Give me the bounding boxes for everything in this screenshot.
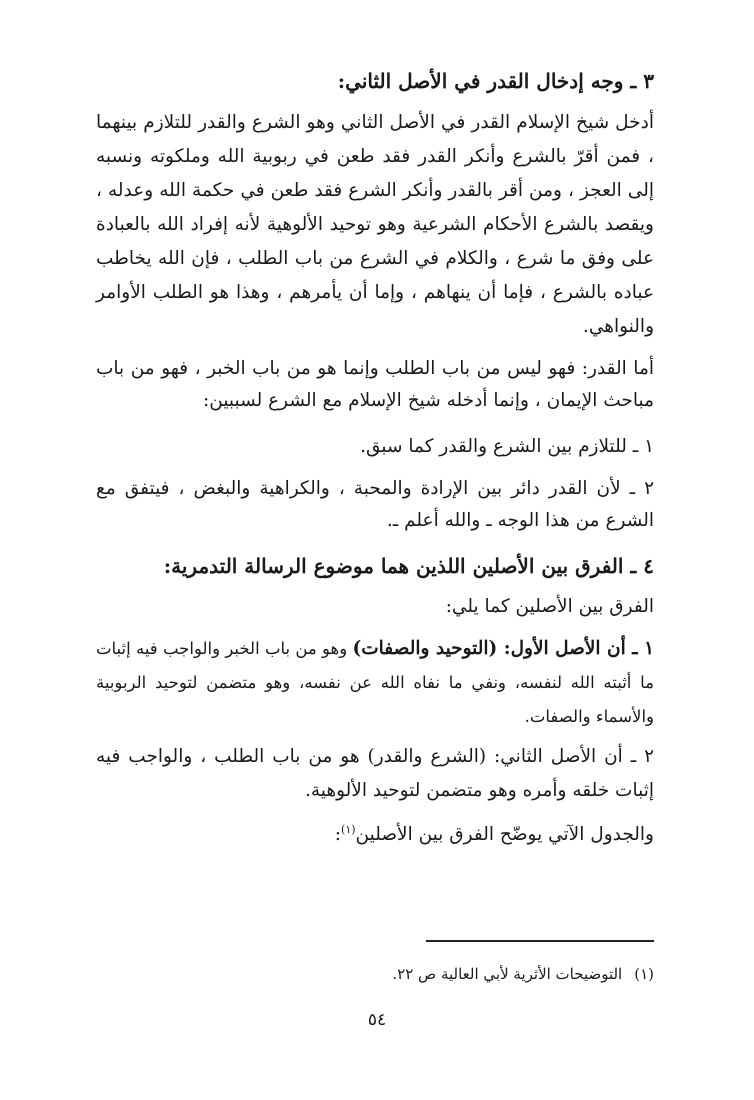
point-2-text: هو من باب الطلب ، والواجب فيه إثبات خلقه وأمره وهو متضمن لتوحيد الألوهية. <box>96 746 654 801</box>
footnote-divider <box>426 940 654 942</box>
section-3-item-2: ٢ ـ لأن القدر دائر بين الإرادة والمحبة ، والكراهية والبغض ، فيتفق مع الشرع من هذا الوجه ـ والله أعلم ـ. <box>96 478 654 531</box>
section-3-item-1: ١ ـ للتلازم بين الشرع والقدر كما سبق. <box>360 436 654 457</box>
page-number: ٥٤ <box>367 1010 387 1030</box>
point-2-label: ٢ ـ أن الأصل الثاني: (الشرع والقدر) <box>367 746 654 767</box>
section-4-point-2 <box>96 740 654 808</box>
table-intro-line <box>96 818 654 852</box>
table-intro-colon: : <box>334 824 342 845</box>
point-1-label: ١ ـ أن الأصل الأول: (التوحيد والصفات) <box>352 638 654 659</box>
footnote-reference[interactable]: (١) <box>341 822 356 836</box>
table-intro-text: والجدول الآتي يوضّح الفرق بين الأصلين <box>355 824 654 845</box>
section-3-paragraph-1: أدخل شيخ الإسلام القدر في الأصل الثاني وهو الشرع والقدر للتلازم بينهما ، فمن أقرّ بالشرع وأنكر القدر فقد طعن في ربوبية الله وملكوته ونسبه إلى العجز ، ومن أقر بالقدر وأنكر الشرع فقد طعن في حكمة الله وعدله ، ويقصد بالشرع الأحكام الشرعية وهو توحيد الألوهية لأنه إفراد الله بالعبادة على وفق ما شرع ، والكلام في الشرع من باب الطلب ، فإن الله يخاطب عباده بالشرع ، فإما أن ينهاهم ، وإما أن يأمرهم ، وهذا هو الطلب الأوامر والنواهي. <box>96 112 654 337</box>
footnote <box>96 962 654 986</box>
section-4-intro: الفرق بين الأصلين كما يلي: <box>445 596 654 617</box>
footnote-number: (١) <box>634 965 654 983</box>
section-3-paragraph-2: أما القدر: فهو ليس من باب الطلب وإنما هو من باب الخبر ، فهو من باب مباحث الإيمان ، وإنما أدخله شيخ الإسلام مع الشرع لسببين: <box>96 358 654 411</box>
section-4-point-1 <box>96 632 654 734</box>
section-3-heading: ٣ ـ وجه إدخال القدر في الأصل الثاني: <box>337 69 654 93</box>
point-1-text: وهو من باب الخبر والواجب فيه إثبات ما أثبته الله لنفسه، ونفي ما نفاه الله عن نفسه، وهو متضمن لتوحيد الربوبية والأسماء والصفات. <box>96 639 654 726</box>
footnote-text: التوضيحات الأثرية لأبي العالية ص ٢٢. <box>392 965 623 983</box>
section-4-heading: ٤ ـ الفرق بين الأصلين اللذين هما موضوع الرسالة التدمرية: <box>163 554 654 578</box>
